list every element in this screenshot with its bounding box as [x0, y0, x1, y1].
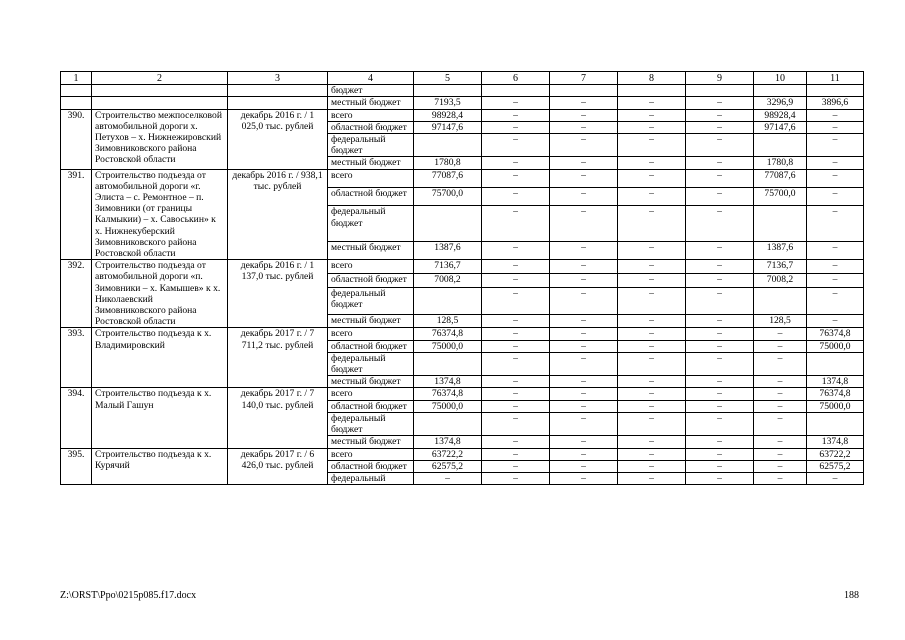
value-cell: – — [550, 412, 618, 435]
budget-type-cell: областной бюджет — [328, 460, 414, 472]
header-cell: 5 — [414, 72, 482, 85]
budget-type-cell: местный бюджет — [328, 157, 414, 169]
value-cell: – — [550, 241, 618, 259]
value-cell: – — [550, 400, 618, 412]
value-cell: – — [754, 436, 807, 448]
budget-type-cell: всего — [328, 169, 414, 187]
value-cell: – — [686, 448, 754, 460]
empty-cell — [92, 85, 228, 97]
budget-type-cell: областной бюджет — [328, 188, 414, 206]
deadline-cost-cell: декабрь 2016 г. / 1 137,0 тыс. рублей — [228, 260, 328, 328]
value-cell: – — [807, 287, 864, 314]
value-cell: 7136,7 — [414, 260, 482, 274]
budget-type-cell: областной бюджет — [328, 340, 414, 352]
value-cell: – — [807, 206, 864, 241]
value-cell: – — [482, 97, 550, 109]
value-cell: 75000,0 — [414, 400, 482, 412]
value-cell — [754, 134, 807, 157]
value-cell: 1780,8 — [754, 157, 807, 169]
item-number-cell: 391. — [61, 169, 92, 260]
empty-cell — [228, 85, 328, 97]
value-cell: – — [482, 340, 550, 352]
value-cell: – — [686, 460, 754, 472]
value-cell: – — [550, 169, 618, 187]
value-cell: – — [618, 134, 686, 157]
item-number-cell: 393. — [61, 328, 92, 388]
value-cell: – — [686, 169, 754, 187]
value-cell: – — [618, 241, 686, 259]
value-cell: – — [807, 134, 864, 157]
value-cell: – — [482, 260, 550, 274]
budget-type-cell: областной бюджет — [328, 274, 414, 288]
value-cell: – — [550, 274, 618, 288]
value-cell: – — [807, 188, 864, 206]
value-cell — [414, 85, 482, 97]
value-cell — [482, 85, 550, 97]
value-cell: – — [618, 472, 686, 484]
value-cell: – — [686, 157, 754, 169]
value-cell: – — [618, 314, 686, 328]
value-cell: 76374,8 — [807, 388, 864, 400]
value-cell: 3896,6 — [807, 97, 864, 109]
value-cell: – — [618, 412, 686, 435]
value-cell: 63722,2 — [414, 448, 482, 460]
value-cell: 1374,8 — [807, 436, 864, 448]
value-cell: – — [550, 260, 618, 274]
value-cell: – — [550, 376, 618, 388]
value-cell: – — [686, 206, 754, 241]
value-cell: – — [807, 241, 864, 259]
value-cell: – — [807, 157, 864, 169]
table-row — [61, 109, 864, 121]
empty-cell — [61, 97, 92, 109]
budget-type-cell: федеральный бюджет — [328, 206, 414, 241]
budget-type-cell: бюджет — [328, 85, 414, 97]
value-cell: 75700,0 — [754, 188, 807, 206]
value-cell: – — [754, 340, 807, 352]
value-cell: – — [686, 274, 754, 288]
value-cell: – — [550, 109, 618, 121]
value-cell: – — [807, 121, 864, 133]
budget-table — [60, 71, 864, 485]
object-name-cell: Строительство подъезда от автомобильной дороги «г. Элиста – с. Ремонтное – п. Зимовники (от границы Калмыкии) – х. Савоськин» к х. Нижнекуберский Зимовниковского района Ростовской области — [92, 169, 228, 260]
value-cell: – — [754, 388, 807, 400]
value-cell: – — [618, 169, 686, 187]
value-cell: – — [807, 109, 864, 121]
value-cell — [414, 412, 482, 435]
budget-type-cell: областной бюджет — [328, 400, 414, 412]
header-cell: 2 — [92, 72, 228, 85]
value-cell — [414, 134, 482, 157]
value-cell: – — [686, 121, 754, 133]
value-cell: 63722,2 — [807, 448, 864, 460]
value-cell: – — [618, 376, 686, 388]
value-cell: – — [482, 157, 550, 169]
header-row — [61, 72, 864, 85]
value-cell: 7136,7 — [754, 260, 807, 274]
value-cell: 76374,8 — [807, 328, 864, 340]
value-cell: 3296,9 — [754, 97, 807, 109]
value-cell: 1387,6 — [414, 241, 482, 259]
value-cell: – — [618, 97, 686, 109]
item-number-cell: 394. — [61, 388, 92, 448]
budget-type-cell: федеральный бюджет — [328, 287, 414, 314]
header-cell: 3 — [228, 72, 328, 85]
value-cell: – — [550, 314, 618, 328]
value-cell: – — [482, 388, 550, 400]
value-cell: – — [550, 352, 618, 375]
value-cell: – — [686, 352, 754, 375]
budget-type-cell: федеральный бюджет — [328, 412, 414, 435]
value-cell: – — [618, 121, 686, 133]
header-cell: 1 — [61, 72, 92, 85]
value-cell: – — [618, 157, 686, 169]
value-cell: 7193,5 — [414, 97, 482, 109]
value-cell: 77087,6 — [754, 169, 807, 187]
value-cell: – — [482, 328, 550, 340]
value-cell: – — [550, 287, 618, 314]
value-cell: – — [686, 436, 754, 448]
table-row — [61, 448, 864, 460]
value-cell: – — [482, 448, 550, 460]
value-cell: 62575,2 — [414, 460, 482, 472]
value-cell: – — [807, 472, 864, 484]
value-cell: 128,5 — [414, 314, 482, 328]
value-cell: – — [482, 376, 550, 388]
value-cell: – — [550, 121, 618, 133]
value-cell: – — [686, 328, 754, 340]
value-cell: – — [550, 460, 618, 472]
value-cell: 75000,0 — [807, 340, 864, 352]
value-cell: – — [686, 134, 754, 157]
value-cell — [807, 412, 864, 435]
object-name-cell: Строительство подъезда к х. Малый Гашун — [92, 388, 228, 448]
value-cell: 98928,4 — [754, 109, 807, 121]
value-cell: – — [686, 260, 754, 274]
value-cell: 1374,8 — [414, 376, 482, 388]
value-cell: – — [482, 314, 550, 328]
header-cell: 9 — [686, 72, 754, 85]
budget-type-cell: всего — [328, 260, 414, 274]
value-cell: 1387,6 — [754, 241, 807, 259]
item-number-cell: 392. — [61, 260, 92, 328]
file-path: Z:\ORST\Ppo\0215p085.f17.docx — [60, 590, 197, 601]
value-cell: – — [550, 188, 618, 206]
table-row — [61, 388, 864, 400]
value-cell: – — [482, 121, 550, 133]
item-number-cell: 390. — [61, 109, 92, 169]
value-cell: 76374,8 — [414, 328, 482, 340]
value-cell: – — [754, 352, 807, 375]
value-cell: – — [550, 157, 618, 169]
value-cell: – — [618, 274, 686, 288]
value-cell: – — [482, 134, 550, 157]
value-cell: 77087,6 — [414, 169, 482, 187]
value-cell: – — [686, 412, 754, 435]
value-cell: – — [618, 352, 686, 375]
value-cell: – — [550, 388, 618, 400]
value-cell: – — [618, 460, 686, 472]
value-cell — [414, 352, 482, 375]
header-cell: 11 — [807, 72, 864, 85]
value-cell: – — [482, 274, 550, 288]
value-cell: – — [482, 400, 550, 412]
value-cell: – — [618, 436, 686, 448]
table-row — [61, 328, 864, 340]
budget-type-cell: местный бюджет — [328, 376, 414, 388]
empty-cell — [61, 85, 92, 97]
value-cell: – — [686, 472, 754, 484]
object-name-cell: Строительство подъезда к х. Курячий — [92, 448, 228, 485]
value-cell: – — [686, 314, 754, 328]
value-cell: – — [482, 188, 550, 206]
value-cell — [807, 85, 864, 97]
value-cell: – — [618, 109, 686, 121]
value-cell: – — [618, 388, 686, 400]
value-cell: – — [686, 241, 754, 259]
budget-type-cell: местный бюджет — [328, 97, 414, 109]
value-cell: – — [550, 97, 618, 109]
value-cell: – — [754, 376, 807, 388]
value-cell: – — [686, 400, 754, 412]
value-cell — [686, 85, 754, 97]
header-cell: 7 — [550, 72, 618, 85]
object-name-cell: Строительство межпоселковой автомобильной дороги х. Петухов – х. Нижнежировский Зимовниковского района Ростовской области — [92, 109, 228, 169]
value-cell: – — [618, 206, 686, 241]
value-cell: – — [482, 241, 550, 259]
value-cell: – — [807, 274, 864, 288]
deadline-cost-cell: декабрь 2017 г. / 7 140,0 тыс. рублей — [228, 388, 328, 448]
table-row — [61, 85, 864, 97]
value-cell: – — [482, 412, 550, 435]
value-cell: – — [618, 328, 686, 340]
budget-type-cell: федеральный — [328, 472, 414, 484]
table-row — [61, 169, 864, 187]
value-cell: 7008,2 — [414, 274, 482, 288]
value-cell — [807, 352, 864, 375]
value-cell: – — [754, 472, 807, 484]
value-cell: – — [618, 400, 686, 412]
value-cell: – — [618, 188, 686, 206]
value-cell: 97147,6 — [754, 121, 807, 133]
budget-type-cell: местный бюджет — [328, 241, 414, 259]
empty-cell — [228, 97, 328, 109]
value-cell: 1780,8 — [414, 157, 482, 169]
value-cell: – — [754, 460, 807, 472]
value-cell — [754, 206, 807, 241]
value-cell: – — [550, 134, 618, 157]
value-cell: 128,5 — [754, 314, 807, 328]
table-row — [61, 97, 864, 109]
value-cell: – — [807, 169, 864, 187]
value-cell: – — [482, 287, 550, 314]
value-cell: – — [686, 287, 754, 314]
value-cell: – — [754, 412, 807, 435]
value-cell: – — [807, 260, 864, 274]
value-cell: – — [754, 400, 807, 412]
budget-type-cell: всего — [328, 328, 414, 340]
deadline-cost-cell: декабрь 2016 г. / 1 025,0 тыс. рублей — [228, 109, 328, 169]
budget-type-cell: всего — [328, 448, 414, 460]
value-cell: – — [482, 472, 550, 484]
value-cell: – — [686, 340, 754, 352]
value-cell: – — [550, 206, 618, 241]
value-cell: – — [686, 188, 754, 206]
header-cell: 4 — [328, 72, 414, 85]
value-cell: 75000,0 — [414, 340, 482, 352]
value-cell — [414, 287, 482, 314]
budget-type-cell: федеральный бюджет — [328, 352, 414, 375]
budget-type-cell: всего — [328, 388, 414, 400]
value-cell: – — [482, 206, 550, 241]
value-cell — [550, 85, 618, 97]
header-cell: 10 — [754, 72, 807, 85]
value-cell: – — [550, 436, 618, 448]
budget-type-cell: местный бюджет — [328, 314, 414, 328]
object-name-cell: Строительство подъезда к х. Владимировский — [92, 328, 228, 388]
value-cell: 75000,0 — [807, 400, 864, 412]
value-cell — [618, 85, 686, 97]
value-cell: – — [618, 287, 686, 314]
deadline-cost-cell: декабрь 2016 г. / 938,1 тыс. рублей — [228, 169, 328, 260]
value-cell: – — [550, 472, 618, 484]
value-cell: – — [686, 376, 754, 388]
value-cell: – — [686, 388, 754, 400]
value-cell: – — [618, 260, 686, 274]
value-cell: – — [550, 328, 618, 340]
value-cell: – — [686, 97, 754, 109]
deadline-cost-cell: декабрь 2017 г. / 7 711,2 тыс. рублей — [228, 328, 328, 388]
header-cell: 8 — [618, 72, 686, 85]
budget-type-cell: местный бюджет — [328, 436, 414, 448]
value-cell: 7008,2 — [754, 274, 807, 288]
value-cell: 1374,8 — [807, 376, 864, 388]
value-cell: – — [482, 352, 550, 375]
deadline-cost-cell: декабрь 2017 г. / 6 426,0 тыс. рублей — [228, 448, 328, 485]
value-cell: 98928,4 — [414, 109, 482, 121]
object-name-cell: Строительство подъезда от автомобильной дороги «п. Зимовники – х. Камышев» к х. Николаевский Зимовниковского района Ростовской области — [92, 260, 228, 328]
value-cell: – — [482, 169, 550, 187]
value-cell: 62575,2 — [807, 460, 864, 472]
header-cell: 6 — [482, 72, 550, 85]
value-cell: – — [686, 109, 754, 121]
value-cell: – — [482, 460, 550, 472]
value-cell: – — [550, 448, 618, 460]
value-cell: 75700,0 — [414, 188, 482, 206]
budget-type-cell: областной бюджет — [328, 121, 414, 133]
value-cell: – — [618, 448, 686, 460]
budget-type-cell: федеральный бюджет — [328, 134, 414, 157]
value-cell: – — [807, 314, 864, 328]
value-cell — [754, 287, 807, 314]
value-cell — [414, 206, 482, 241]
value-cell — [754, 85, 807, 97]
budget-type-cell: всего — [328, 109, 414, 121]
page-number: 188 — [844, 590, 859, 601]
value-cell: – — [482, 109, 550, 121]
value-cell: 76374,8 — [414, 388, 482, 400]
value-cell: – — [754, 448, 807, 460]
value-cell: – — [754, 328, 807, 340]
value-cell: – — [618, 340, 686, 352]
item-number-cell: 395. — [61, 448, 92, 485]
table-row — [61, 260, 864, 274]
empty-cell — [92, 97, 228, 109]
value-cell: 1374,8 — [414, 436, 482, 448]
value-cell: 97147,6 — [414, 121, 482, 133]
value-cell: – — [550, 340, 618, 352]
value-cell: – — [414, 472, 482, 484]
value-cell: – — [482, 436, 550, 448]
